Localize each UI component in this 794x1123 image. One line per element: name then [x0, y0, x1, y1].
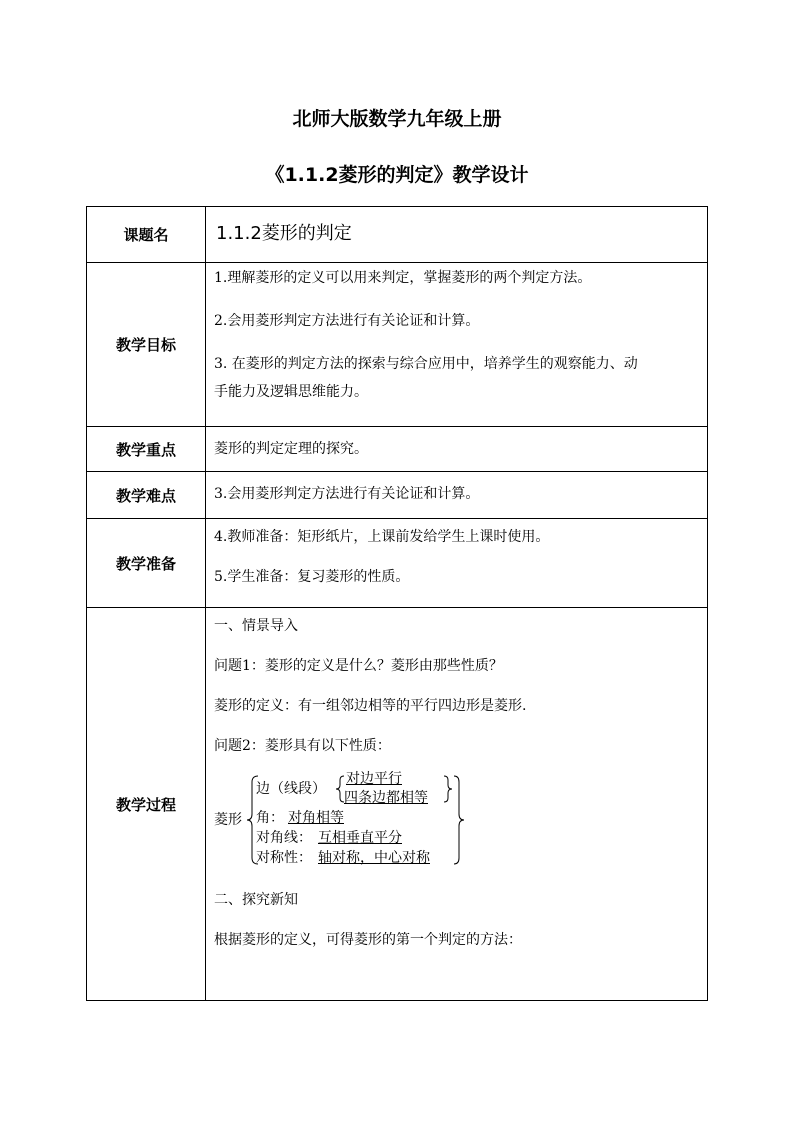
document-title: 北师大版数学九年级上册	[292, 108, 502, 130]
process-line: 菱形的定义：有一组邻边相等的平行四边形是菱形.	[214, 698, 527, 714]
label-difficulty: 教学难点	[87, 472, 206, 519]
lesson-plan-table	[86, 206, 708, 1001]
label-preparation: 教学准备	[87, 519, 206, 608]
difficulty-text: 3.会用菱形判定方法进行有关论证和计算。	[214, 486, 480, 502]
goal-item: 2.会用菱形判定方法进行有关论证和计算。	[214, 313, 480, 329]
table-row-key-points	[87, 427, 708, 472]
diagram-angle-label: 角：	[256, 810, 284, 826]
label-process: 教学过程	[87, 608, 206, 1001]
topic-value: 1.1.2菱形的判定	[216, 223, 352, 244]
rhombus-properties-diagram	[214, 770, 699, 870]
table-row-topic	[87, 207, 708, 263]
process-line: 根据菱形的定义，可得菱形的第一个判定的方法：	[214, 932, 522, 948]
cell-key-points	[206, 427, 708, 472]
process-line: 问题2：菱形具有以下性质：	[214, 738, 391, 754]
goal-item: 1.理解菱形的定义可以用来判定，掌握菱形的两个判定方法。	[214, 270, 592, 286]
cell-process	[206, 608, 708, 1001]
label-goals: 教学目标	[87, 263, 206, 427]
goal-item: 3. 在菱形的判定方法的探索与综合应用中，培养学生的观察能力、动	[214, 356, 638, 372]
outer-right-brace	[454, 776, 464, 864]
process-line: 问题1：菱形的定义是什么？菱形由那些性质？	[214, 658, 503, 674]
cell-topic	[206, 207, 708, 263]
diagram-side-label: 边（线段）	[256, 781, 326, 797]
table-row-preparation	[87, 519, 708, 608]
table-row-difficulty	[87, 472, 708, 519]
cell-goals	[206, 263, 708, 427]
label-topic: 课题名	[87, 207, 206, 263]
prep-item: 4.教师准备：矩形纸片，上课前发给学生上课时使用。	[214, 529, 550, 545]
diagram-angle-value: 对角相等	[288, 810, 344, 826]
inner-left-brace	[336, 776, 344, 802]
key-points-text: 菱形的判定定理的探究。	[214, 441, 368, 457]
table-row-process	[87, 608, 708, 1001]
diagram-symmetry-label: 对称性：	[256, 850, 312, 866]
table-row-goals	[87, 263, 708, 427]
goal-item-continued: 手能力及逻辑思维能力。	[214, 384, 368, 400]
prep-item: 5.学生准备：复习菱形的性质。	[214, 569, 410, 585]
diagram-side-item: 对边平行	[346, 771, 402, 787]
process-line: 一、情景导入	[214, 618, 298, 634]
diagram-root: 菱形	[214, 812, 242, 828]
cell-difficulty	[206, 472, 708, 519]
document-subtitle: 《1.1.2菱形的判定》教学设计	[265, 164, 529, 186]
cell-preparation	[206, 519, 708, 608]
process-line: 二、探究新知	[214, 892, 298, 908]
diagram-diagonal-value: 互相垂直平分	[318, 830, 402, 846]
inner-right-brace	[444, 776, 452, 802]
diagram-symmetry-value: 轴对称，中心对称	[318, 850, 430, 866]
label-key-points: 教学重点	[87, 427, 206, 472]
diagram-diagonal-label: 对角线：	[256, 830, 312, 846]
diagram-side-item: 四条边都相等	[344, 790, 428, 806]
